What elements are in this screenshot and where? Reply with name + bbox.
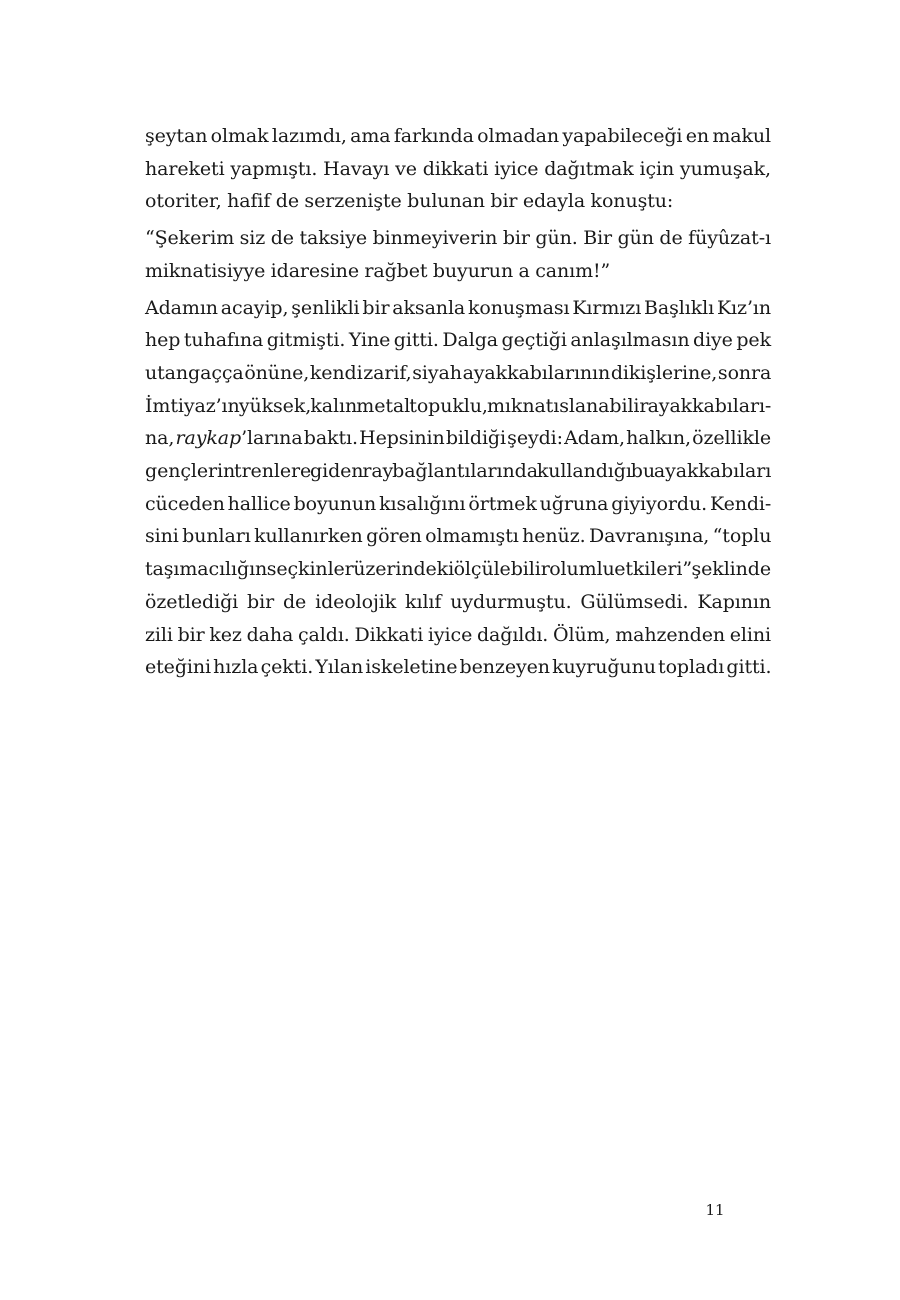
paragraph-1 — [145, 120, 771, 218]
text-line: hareketi yapmıştı. Havayı ve dikkati iyice dağıtmak için yumuşak, — [145, 157, 771, 180]
line-start: na, — [145, 427, 176, 450]
text-line-mixed — [145, 422, 771, 455]
italic-word: raykap — [175, 427, 242, 450]
text-line: eteğini hızla çekti. Yılan iskeletine benzeyen kuyruğunu topladı gitti. — [145, 656, 772, 679]
text-line: zili bir kez daha çaldı. Dikkati iyice dağıldı. Ölüm, mahzenden elini — [145, 623, 771, 646]
body-text — [145, 120, 771, 688]
paragraph-2-quote — [145, 222, 771, 287]
text-line: otoriter, hafif de serzenişte bulunan bir edayla konuştu: — [145, 190, 674, 213]
text-line: “Şekerim siz de taksiye binmeyiverin bir gün. Bir gün de füyûzat-ı — [145, 227, 771, 250]
text-line: şeytan olmak lazımdı, ama farkında olmadan yapabileceği en makul — [145, 125, 771, 147]
text-line: Adamın acayip, şenlikli bir aksanla konuşması Kırmızı Başlıklı Kız’ın — [145, 296, 771, 319]
text-line: özetlediği bir de ideolojik kılıf uydurmuştu. Gülümsedi. Kapının — [145, 590, 771, 613]
text-line: gençlerin trenlere giden ray bağlantılarında kullandığı bu ayakkabıları — [145, 460, 772, 483]
page-number: 11 — [705, 1201, 725, 1219]
text-line: İmtiyaz’ın yüksek, kalın metal topuklu, mıknatıslanabilir ayakkabıları- — [145, 394, 772, 417]
text-line: miknatisiyye idaresine rağbet buyurun a canım!” — [145, 259, 611, 282]
paragraph-3 — [145, 292, 771, 684]
text-line: utangaçça önüne, kendi zarif, siyah ayakkabılarının dikişlerine, sonra — [145, 361, 772, 384]
text-line: cüceden hallice boyunun kısalığını örtmek uğruna giyiyordu. Kendi- — [145, 492, 772, 515]
line-rest: ’larına baktı. Hepsinin bildiği şeydi: Adam, halkın, özellikle — [241, 427, 771, 450]
text-line: hep tuhafına gitmişti. Yine gitti. Dalga geçtiği anlaşılmasın diye pek — [145, 329, 771, 352]
text-line: sini bunları kullanırken gören olmamıştı henüz. Davranışına, “toplu — [145, 525, 772, 548]
text-line: taşımacılığın seçkinler üzerindeki ölçülebilir olumlu etkileri” şeklinde — [145, 558, 771, 581]
